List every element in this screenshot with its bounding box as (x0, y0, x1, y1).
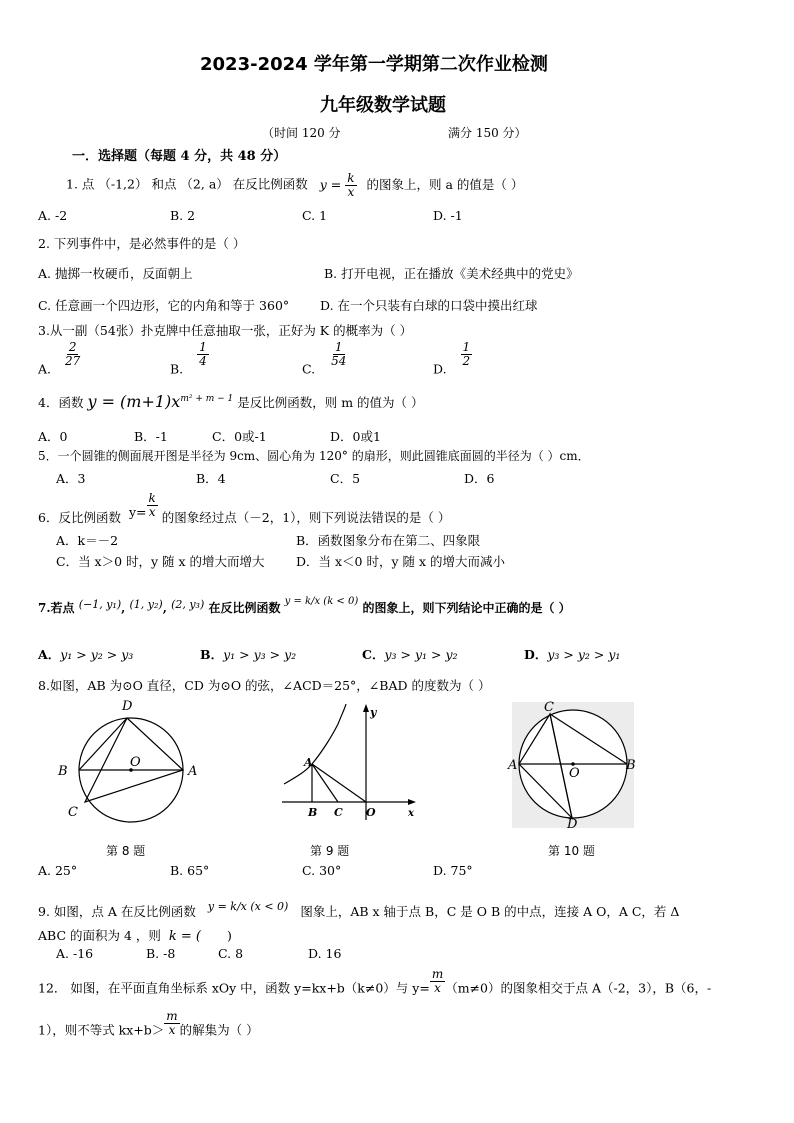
q12-frac-2: $\frac{m}{x}$ (166, 1009, 178, 1037)
q6-option-c: C．当 x＞0 时，y 随 x 的增大而增大 (56, 554, 265, 569)
q8-option-b: B. 65° (170, 863, 210, 878)
q4-option-a: A．0 (38, 429, 68, 444)
q5-option-a: A．3 (56, 471, 86, 486)
q1-option-a: A. -2 (38, 208, 68, 223)
q3-option-c: C. $\frac{1}{54}$ (302, 340, 347, 377)
q7-point-1: (−1, y₁) (78, 598, 122, 611)
exam-title: 2023-2024 学年第一学期第二次作业检测 (200, 54, 548, 75)
q4-option-b: B．-1 (134, 429, 168, 444)
q4-option-d: D．0或1 (330, 429, 381, 444)
fig9-label-c: C (334, 806, 343, 819)
q1-func-lhs: y = (319, 176, 342, 192)
fig9-label-x: x (408, 808, 414, 819)
q2-option-d: D. 在一个只装有白球的口袋中摸出红球 (320, 298, 538, 313)
exam-subtitle: 九年级数学试题 (320, 95, 446, 116)
q7-function: y = k/x (k < 0) (284, 596, 359, 607)
q3-frac-d: $\frac{1}{2}$ (462, 340, 471, 368)
figure-10-circle (502, 696, 640, 830)
fig10-label-d: D (567, 817, 578, 830)
q4-option-c: C．0或-1 (212, 429, 267, 444)
q1-option-c: C. 1 (302, 208, 328, 223)
q5-option-d: D．6 (464, 471, 495, 486)
q7-option-c: C．y₃ > y₁ > y₂ (362, 647, 458, 662)
fig9-label-b: B (308, 806, 318, 819)
q3-option-a: A. $\frac{2}{27}$ (38, 340, 81, 377)
exam-time: （时间 120 分 (262, 126, 341, 140)
q8-option-d: D. 75° (433, 863, 473, 878)
fig9-label-o: O (366, 806, 376, 819)
fig10-label-o: O (569, 766, 580, 781)
q4-exponent: m² + m − 1 (180, 394, 234, 404)
q9-function: y = k/x (x < 0) (207, 900, 289, 913)
q7-option-a: A．y₁ > y₂ > y₃ (38, 647, 134, 662)
fig9-label-a: A (304, 756, 313, 769)
exam-score: 满分 150 分） (448, 126, 527, 140)
fig10-label-a: A (508, 758, 518, 773)
q7-point-2: (1, y₂) (129, 598, 163, 611)
q1-before: 1. 点 （-1,2） 和点 （2, a） 在反比例函数 (66, 176, 308, 192)
q6-option-b: B．函数图象分布在第二、四象限 (296, 533, 481, 548)
q3-frac-b: $\frac{1}{4}$ (199, 340, 207, 368)
q9-option-c: C. 8 (218, 946, 244, 961)
caption-figure-9: 第 9 题 (310, 844, 350, 858)
q1-after: 的图象上，则 a 的值是（ ） (366, 176, 524, 192)
q6-stem: 6．反比例函数 y= $\frac{k}{x}$ 的图象经过点（－2，1），则下列说法错误的是（ ） (38, 491, 451, 525)
q5-option-c: C．5 (330, 471, 361, 486)
q8-stem: 8.如图，AB 为⊙O 直径，CD 为⊙O 的弦，∠ACD＝25°，∠BAD 的度数为（ ） (38, 678, 491, 693)
section-heading: 一．选择题（每题 4 分，共 48 分） (72, 149, 287, 164)
q8-option-a: A. 25° (38, 863, 78, 878)
q9-option-a: A. -16 (56, 946, 94, 961)
q5-stem: 5．一个圆锥的侧面展开图是半径为 9cm、圆心角为 120° 的扇形，则此圆锥底面圆的半径为（ ）cm． (38, 449, 590, 463)
q7-point-3: (2, y₃) (171, 598, 205, 611)
fig8-label-a: A (188, 764, 198, 779)
q9-option-b: B. -8 (146, 946, 176, 961)
q7-stem: 7.若点 (−1, y₁), (1, y₂), (2, y₃) 在反比例函数 $^{y = k/x (k < 0)}$ 的图象上，则下列结论中正确的是（ ） (38, 596, 571, 615)
fig8-label-b: B (58, 764, 68, 779)
figure-9-graph (280, 702, 420, 826)
q2-stem: 2. 下列事件中，是必然事件的是（ ） (38, 236, 246, 251)
fig8-label-o: O (130, 755, 141, 770)
q12-frac-1: $\frac{m}{x}$ (431, 967, 444, 995)
q6-option-d: D．当 x＜0 时，y 随 x 的增大而减小 (296, 554, 506, 569)
q1-stem (66, 172, 523, 198)
figure-8-circle (52, 698, 208, 826)
q3-frac-c: $\frac{1}{54}$ (331, 340, 347, 368)
caption-figure-8: 第 8 题 (106, 844, 146, 858)
q3-stem: 3.从一副（54张）扑克牌中任意抽取一张，正好为 K 的概率为（ ） (38, 323, 413, 338)
q12-stem-line1: 12． 如图，在平面直角坐标系 xOy 中，函数 y=kx+b（k≠0）与 y= $\frac{m}{x}$ （m≠0）的图象相交于点 A（-2，3），B（6，- (38, 967, 712, 996)
q8-option-c: C. 30° (302, 863, 342, 878)
fig8-label-c: C (68, 805, 78, 820)
q3-option-d: D. $\frac{1}{2}$ (433, 340, 471, 377)
q3-frac-a: $\frac{2}{27}$ (65, 340, 81, 368)
q1-option-b: B. 2 (170, 208, 196, 223)
q1-option-d: D. -1 (433, 208, 463, 223)
q1-fraction: $\frac{k}{x}$ (347, 171, 355, 199)
q12-stem-line2: 1），则不等式 kx+b＞ $\frac{m}{x}$ 的解集为（ ） (38, 1009, 259, 1038)
q3-option-b: B. $\frac{1}{4}$ (170, 340, 207, 377)
q4-expr: y = (m+1)x (87, 392, 181, 411)
q2-option-c: C. 任意画一个四边形，它的内角和等于 360° (38, 298, 290, 313)
q9-option-d: D. 16 (308, 946, 342, 961)
q6-option-a: A．k＝－2 (56, 533, 119, 548)
fig10-label-c: C (544, 700, 554, 715)
q7-option-d: D．y₃ > y₂ > y₁ (524, 647, 621, 662)
fig8-label-d: D (122, 699, 133, 714)
q6-func: y= $\frac{k}{x}$ (128, 491, 156, 520)
fig10-label-b: B (626, 758, 636, 773)
q9-stem-line1: 9. 如图，点 A 在反比例函数 y = k/x (x < 0) 图象上，AB x 轴于点 B，C 是 O B 的中点，连接 A O，A C，若 Δ (38, 900, 680, 919)
q9-stem-line2: ABC 的面积为 4 ，则 k = ( ) (38, 928, 232, 944)
q4-stem: 4．函数 $y = (m+1)x^{m^2 + m - 1}$ 是反比例函数，则 m 的值为（ ） (38, 392, 424, 411)
q9-k-expr: k = ( (168, 929, 201, 944)
q5-option-b: B．4 (196, 471, 226, 486)
q2-option-a: A. 抛掷一枚硬币，反面朝上 (38, 266, 193, 281)
q2-option-b: B. 打开电视，正在播放《美术经典中的党史》 (324, 266, 579, 281)
fig9-label-y: y (370, 706, 377, 719)
caption-figure-10: 第 10 题 (548, 844, 595, 858)
q7-option-b: B．y₁ > y₃ > y₂ (200, 647, 297, 662)
